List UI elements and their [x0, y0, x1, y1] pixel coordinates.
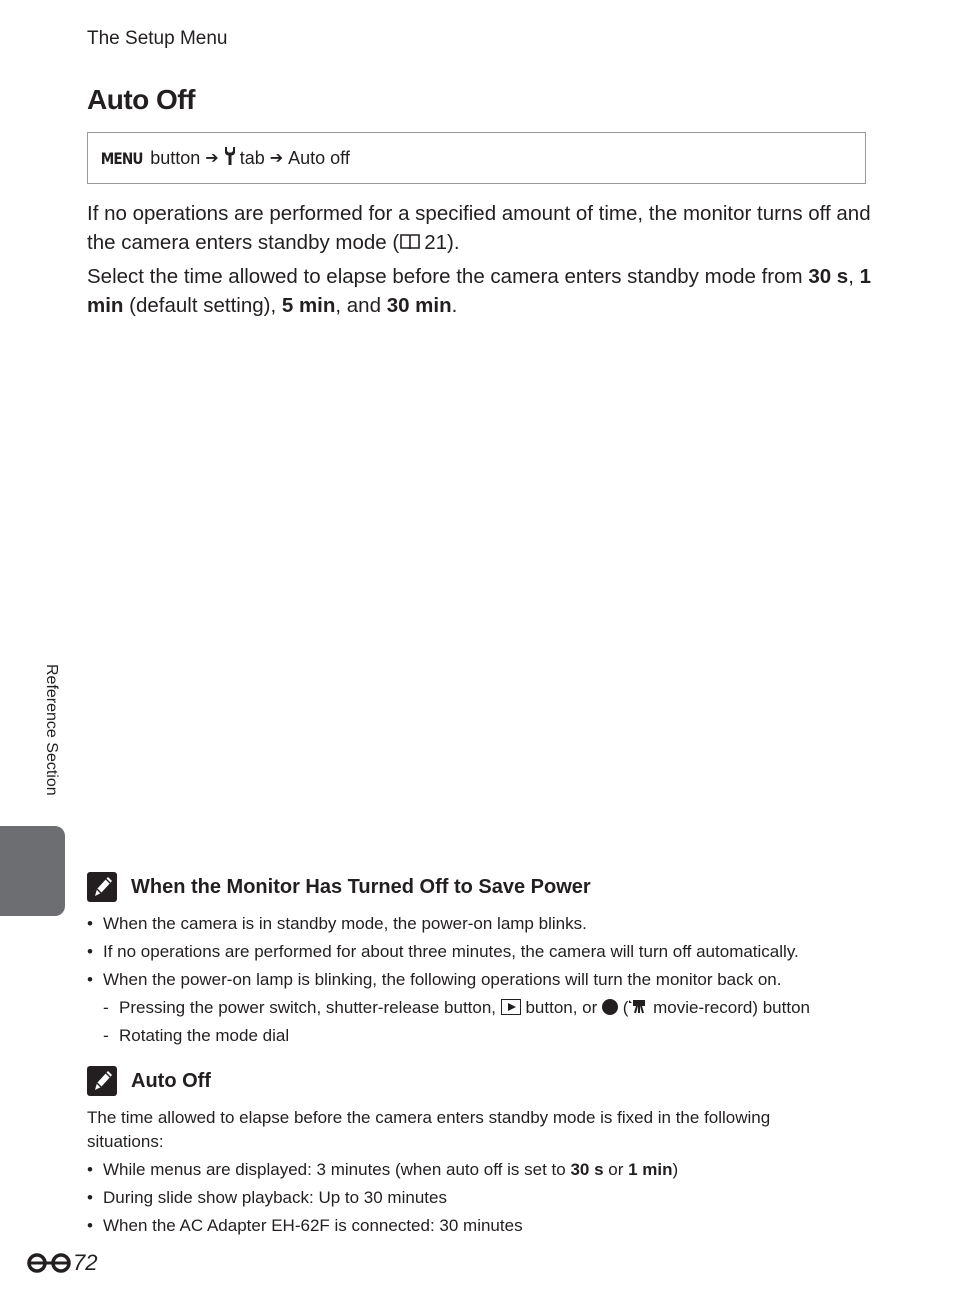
side-section-label: Reference Section — [43, 664, 60, 796]
sub-item-text: Rotating the mode dial — [119, 1026, 290, 1045]
list-item: • If no operations are performed for about three minutes, the camera will turn off automatically. — [87, 938, 877, 966]
movie-camera-icon — [628, 997, 648, 1015]
options-text: , and — [335, 294, 387, 317]
intro-paragraph — [87, 199, 877, 259]
list-sub-item — [87, 1022, 877, 1050]
menu-path-button-text: button — [150, 147, 201, 168]
page-number — [27, 1250, 97, 1276]
note-heading-text: Auto Off — [131, 1069, 211, 1092]
option-30s: 30 s — [570, 1160, 604, 1179]
page-ref: 21 — [424, 231, 448, 254]
option-1min: 1 min — [87, 265, 872, 317]
list-item — [87, 1156, 877, 1184]
side-section-tab — [0, 826, 65, 916]
sub-item-text: ( — [618, 998, 629, 1017]
sub-item-text: movie-record) button — [648, 998, 810, 1017]
options-text: , — [848, 265, 860, 288]
list-item: • When the power-on lamp is blinking, the following operations will turn the monitor back on. — [87, 966, 877, 994]
note-heading — [87, 1066, 211, 1096]
page-title: Auto Off — [87, 84, 195, 115]
intro-text: If no operations are performed for a specified amount of time, the monitor turns off and the camera enters standby mode ( — [87, 202, 871, 254]
option-1min: 1 min — [628, 1160, 673, 1179]
note-intro: The time allowed to elapse before the camera enters standby mode is fixed in the following situations: — [87, 1108, 771, 1151]
menu-path-item-text: Auto off — [288, 147, 350, 168]
wrench-icon — [224, 146, 236, 171]
note-heading — [87, 872, 591, 902]
intro-close: ). — [447, 231, 460, 254]
note-heading-text: When the Monitor Has Turned Off to Save Power — [131, 875, 591, 898]
options-text: Select the time allowed to elapse before the camera enters standby mode from — [87, 265, 809, 288]
page-number-text: 72 — [73, 1250, 98, 1275]
option-30min: 30 min — [386, 294, 452, 317]
book-icon — [400, 230, 420, 259]
arrow-icon: ➔ — [205, 150, 219, 167]
list-item: • When the AC Adapter EH-62F is connected: 30 minutes — [87, 1212, 877, 1240]
record-icon — [602, 999, 618, 1015]
menu-icon: MENU — [100, 148, 143, 168]
options-paragraph — [87, 262, 877, 320]
list-item: • During slide show playback: Up to 30 minutes — [87, 1184, 877, 1212]
list-item: • When the camera is in standby mode, the power-on lamp blinks. — [87, 910, 877, 938]
sub-item-text: button, or — [520, 998, 603, 1017]
playback-icon — [501, 999, 521, 1015]
pencil-note-icon — [87, 872, 117, 902]
options-text: (default setting), — [123, 294, 282, 317]
menu-path-box — [87, 132, 866, 184]
note-bullet-list — [87, 1156, 877, 1240]
e-reference-icon — [27, 1252, 71, 1274]
option-30s: 30 s — [808, 265, 849, 288]
dash-marker: - — [103, 1026, 109, 1045]
dash-marker: - — [103, 998, 109, 1017]
option-5min: 5 min — [281, 294, 336, 317]
options-text: . — [451, 294, 458, 317]
list-item-text: or — [603, 1160, 629, 1179]
list-item-text: While menus are displayed: 3 minutes (when auto off is set to — [103, 1160, 571, 1179]
running-head: The Setup Menu — [87, 28, 228, 49]
menu-path-tab-text: tab — [239, 147, 265, 168]
list-item-text: ) — [672, 1160, 679, 1179]
list-sub-item — [87, 994, 877, 1022]
arrow-icon: ➔ — [269, 150, 284, 167]
note-bullet-list — [87, 910, 877, 1050]
sub-item-text: Pressing the power switch, shutter-release button, — [119, 998, 501, 1017]
pencil-note-icon — [87, 1066, 117, 1096]
